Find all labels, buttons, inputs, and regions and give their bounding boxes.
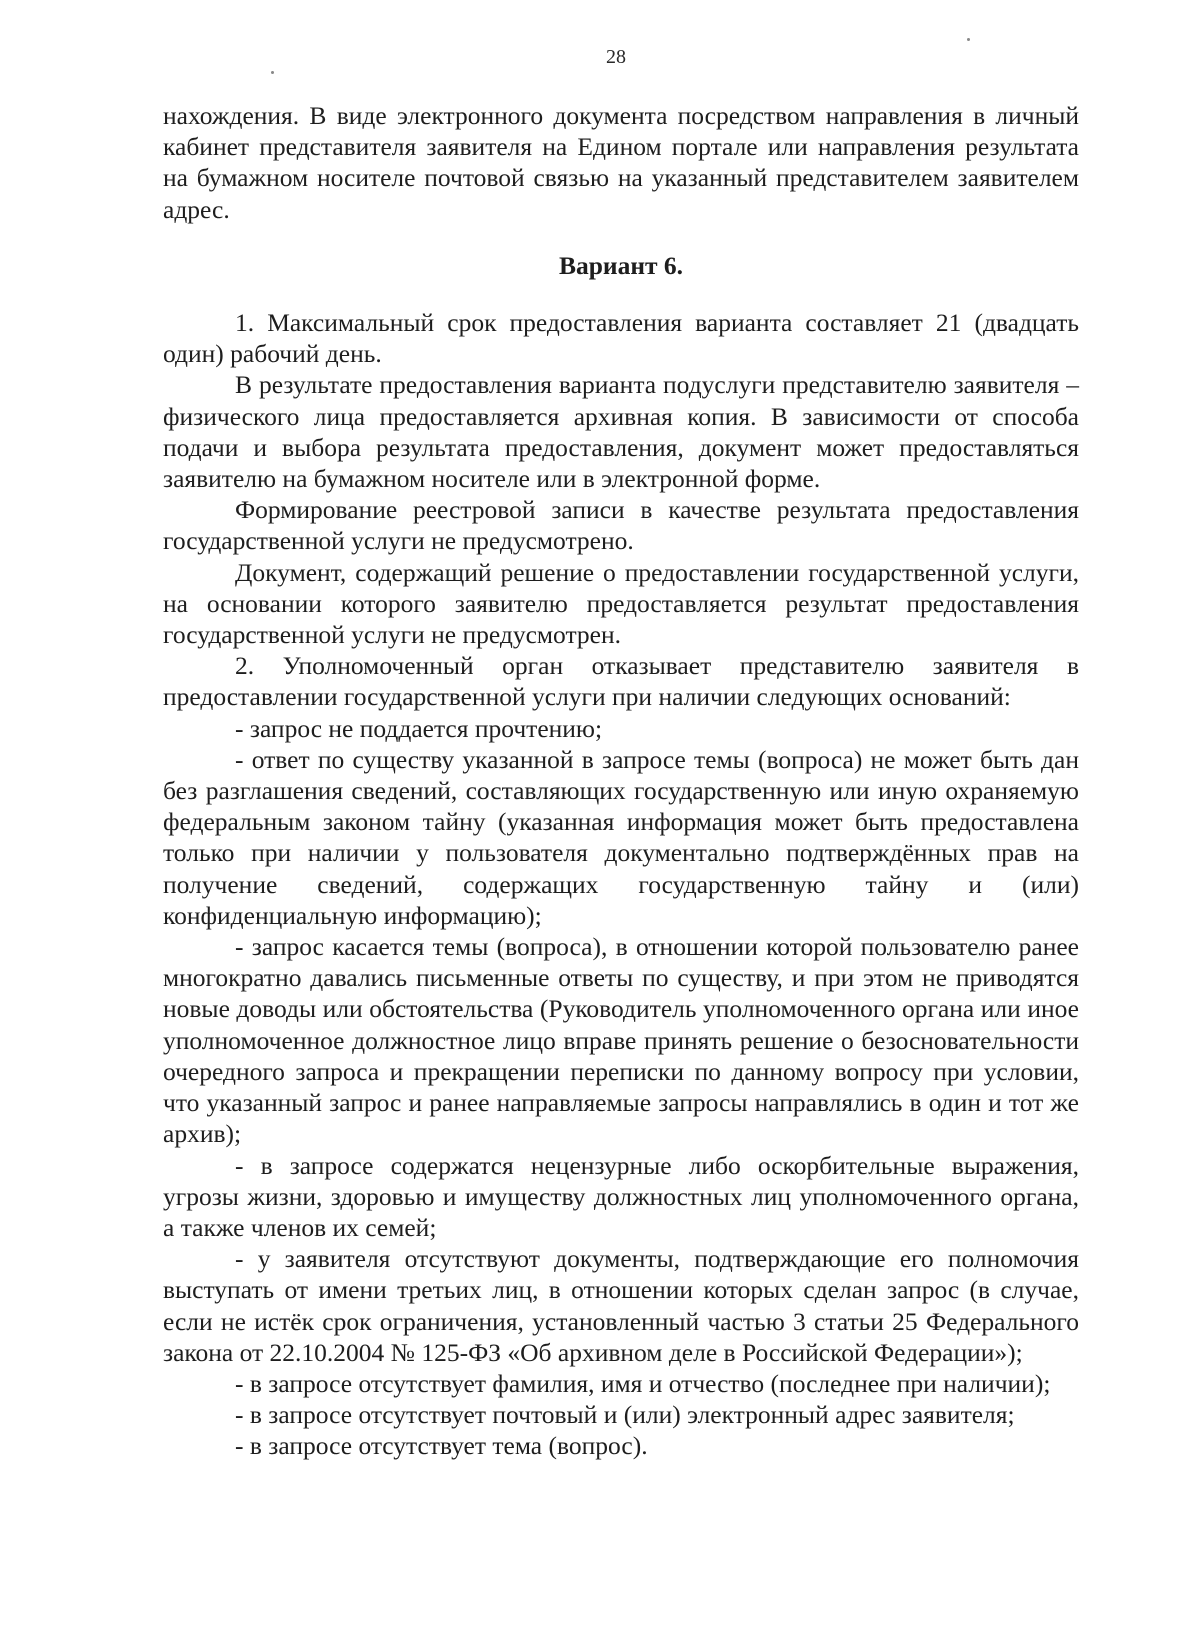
paragraph-result: В результате предоставления варианта подуслуги представителю заявителя – физического лица предоставляется архивная копия. В зависимости от способа подачи и выбора результата предоставления, документ может предоставляться заявителю на бумажном носителе или в электронной форме.: [163, 370, 1079, 494]
intro-paragraph: нахождения. В виде электронного документа посредством направления в личный кабинет представителя заявителя на Едином портале или направления результата на бумажном носителе почтовой связью на указанный представителем заявителем адрес.: [163, 101, 1079, 224]
page-number: 28: [606, 46, 626, 68]
refusal-ground-item: - ответ по существу указанной в запросе темы (вопроса) не может быть дан без разглашения сведений, составляющих государственную или иную охраняемую федеральным законом тайну (указанная информация может быть предоставлена только при наличии у пользователя документально подтверждённых прав на получение сведений, содержащих государственную тайну и (или) конфиденциальную информацию);: [163, 744, 1079, 930]
document-body: [163, 100, 1079, 1462]
refusal-ground-item: - в запросе отсутствует фамилия, имя и отчество (последнее при наличии);: [235, 1368, 1051, 1398]
refusal-ground-item: - запрос касается темы (вопроса), в отношении которой пользователю ранее многократно давались письменные ответы по существу, и при этом не приводятся новые доводы или обстоятельства (Руководитель уполномоченного органа или иное уполномоченное должностное лицо вправе принять решение о безосновательности очередного запроса и прекращении переписки по данному вопросу при условии, что указанный запрос и ранее направляемые запросы направлялись в один и тот же архив);: [163, 932, 1079, 1149]
refusal-ground-item: - у заявителя отсутствуют документы, подтверждающие его полномочия выступать от имени третьих лиц, в отношении которых сделан запрос (в случае, если не истёк срок ограничения, установленный частью 3 статьи 25 Федерального закона от 22.10.2004 № 125-ФЗ «Об архивном деле в Российской Федерации»);: [163, 1244, 1079, 1367]
refusal-ground-item: - в запросе содержатся нецензурные либо оскорбительные выражения, угрозы жизни, здоровью и имуществу должностных лиц уполномоченного органа, а также членов их семей;: [163, 1150, 1079, 1242]
scan-speck: [271, 71, 274, 74]
paragraph-decision-document: Документ, содержащий решение о предоставлении государственной услуги, на основании которого заявителю предоставляется результат предоставления государственной услуги не предусмотрен.: [163, 557, 1079, 650]
paragraph-refusal-grounds: 2. Уполномоченный орган отказывает представителю заявителя в предоставлении государственной услуги при наличии следующих оснований:: [163, 651, 1079, 712]
paragraph-max-term: 1. Максимальный срок предоставления варианта составляет 21 (двадцать один) рабочий день.: [163, 308, 1079, 369]
refusal-ground-item: - в запросе отсутствует почтовый и (или) электронный адрес заявителя;: [235, 1400, 1015, 1430]
scan-speck: [967, 38, 970, 41]
refusal-ground-item: - запрос не поддается прочтению;: [235, 713, 603, 743]
paragraph-registry-record: Формирование реестровой записи в качестве результата предоставления государственной услуги не предусмотрено.: [163, 495, 1079, 556]
section-heading: Вариант 6.: [558, 250, 684, 280]
refusal-ground-item: - в запросе отсутствует тема (вопрос).: [235, 1431, 648, 1461]
